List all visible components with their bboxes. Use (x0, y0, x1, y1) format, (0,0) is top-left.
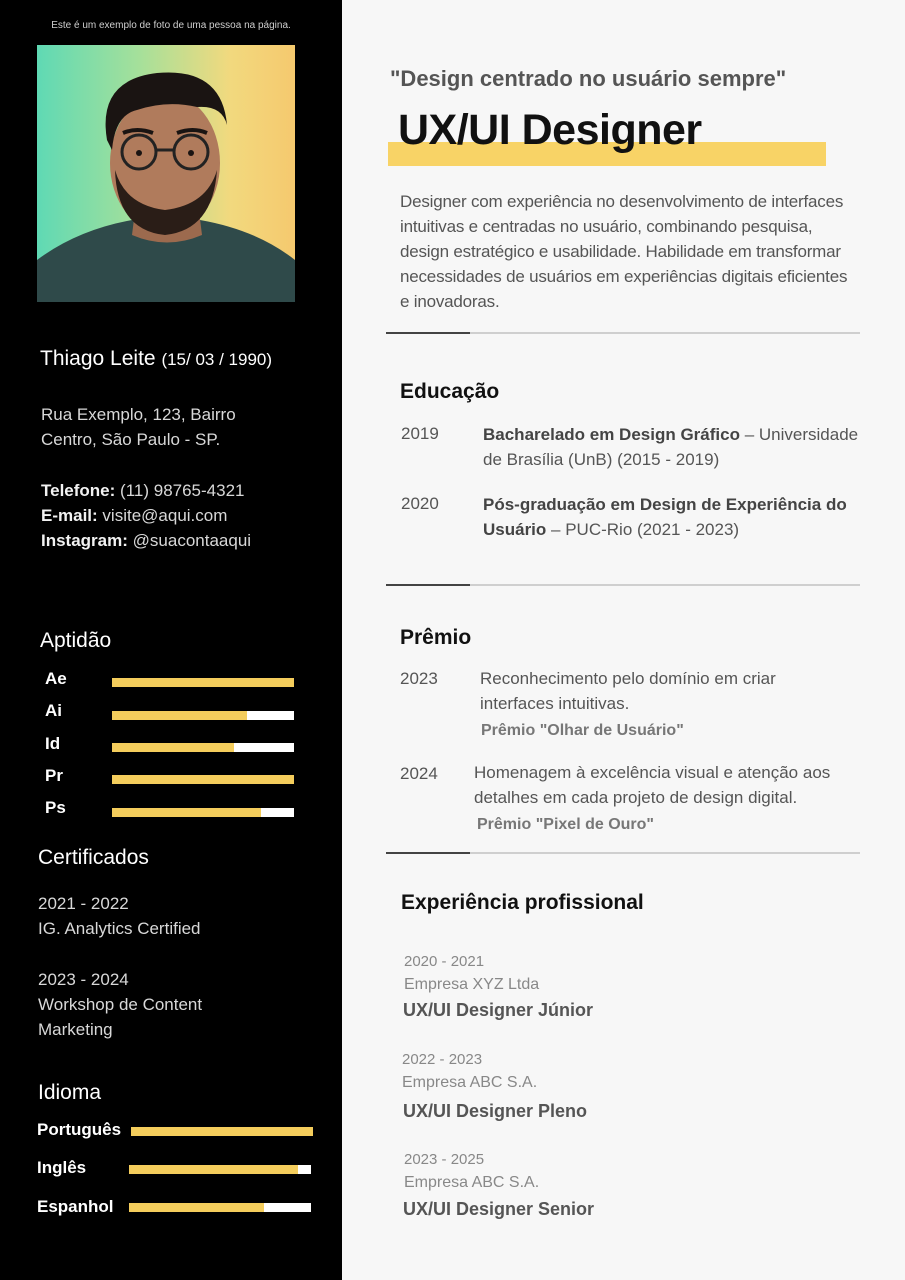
skill-bar (112, 808, 294, 817)
birth-date: (15/ 03 / 1990) (161, 350, 273, 369)
page-title: UX/UI Designer (398, 106, 702, 154)
profile-summary: Designer com experiência no desenvolvimento de interfaces intuitivas e centradas no usuário, combinando pesquisa, design estratégico e usabilidade. Habilidade em transformar necessidades de usuários em experiências digitais eficientes e inovadoras. (400, 192, 848, 311)
experience-role: UX/UI Designer Pleno (403, 1101, 588, 1121)
divider-accent (386, 584, 470, 586)
contact-value: visite@aqui.com (102, 506, 228, 525)
person-portrait-icon (37, 45, 295, 302)
education-degree: Pós-graduação em Design de Experiência do Usuário (483, 495, 847, 539)
language-label: Inglês (37, 1158, 87, 1177)
award-description: Homenagem à excelência visual e atenção aos detalhes em cada projeto de design digital. (474, 763, 831, 807)
sidebar (0, 0, 342, 1280)
education-entry (483, 422, 863, 472)
experience-period: 2022 - 2023 (402, 1051, 483, 1068)
skill-bar (112, 775, 294, 784)
skill-row (45, 701, 305, 721)
contact-label: Instagram: (41, 531, 128, 550)
skill-row (45, 766, 305, 786)
contact-phone (41, 478, 251, 503)
skill-bar-fill (112, 743, 234, 752)
language-bar (129, 1165, 311, 1174)
contact-label: E-mail: (41, 506, 98, 525)
divider-accent (386, 332, 470, 334)
skill-bar (112, 711, 294, 720)
skill-row (45, 734, 305, 754)
contact-instagram (41, 528, 251, 553)
language-label: Espanhol (37, 1197, 114, 1216)
award-description: Reconhecimento pelo domínio em criar interfaces intuitivas. (480, 669, 776, 713)
section-divider (386, 332, 860, 334)
contact-value: @suacontaaqui (132, 531, 252, 550)
address-line: Rua Exemplo, 123, Bairro (41, 405, 236, 424)
education-institution: – PUC-Rio (2021 - 2023) (551, 520, 740, 539)
address-line: Centro, São Paulo - SP. (41, 430, 221, 449)
language-bar-fill (129, 1203, 264, 1212)
photo-caption: Este é um exemplo de foto de uma pessoa na página. (51, 20, 291, 31)
profile-photo (37, 45, 295, 302)
skill-bar-fill (112, 808, 261, 817)
certificates-heading: Certificados (38, 846, 149, 869)
education-entry (483, 492, 853, 542)
experience-heading: Experiência profissional (401, 891, 644, 914)
education-year: 2020 (401, 494, 439, 513)
language-bar (131, 1127, 313, 1136)
skill-bar-fill (112, 678, 294, 687)
person-name-line (40, 347, 272, 371)
skill-label: Ae (45, 669, 67, 688)
award-year: 2024 (400, 764, 438, 783)
experience-company: Empresa ABC S.A. (402, 1074, 538, 1091)
award-year: 2023 (400, 669, 438, 688)
award-name: Prêmio "Olhar de Usuário" (481, 722, 684, 739)
skills-heading: Aptidão (40, 629, 112, 652)
education-heading: Educação (400, 380, 500, 403)
person-name: Thiago Leite (40, 347, 156, 370)
certificate-period: 2023 - 2024 (38, 970, 129, 989)
languages-heading: Idioma (38, 1081, 102, 1104)
certificate-item (38, 891, 298, 941)
certificate-title: Workshop de Content Marketing (38, 995, 203, 1039)
certificate-item (38, 967, 238, 1042)
experience-period: 2020 - 2021 (404, 953, 485, 970)
experience-period: 2023 - 2025 (404, 1151, 485, 1168)
language-label: Português (37, 1120, 122, 1139)
divider-accent (386, 852, 470, 854)
language-bar-fill (131, 1127, 313, 1136)
address (41, 402, 301, 452)
skill-bar-fill (112, 711, 247, 720)
contact-value: (11) 98765-4321 (120, 481, 245, 500)
contact-label: Telefone: (41, 481, 116, 500)
contact-email (41, 503, 251, 528)
certificate-title: IG. Analytics Certified (38, 919, 201, 938)
awards-heading: Prêmio (400, 626, 472, 649)
experience-role: UX/UI Designer Júnior (403, 1000, 594, 1020)
language-bar (129, 1203, 311, 1212)
education-year: 2019 (401, 424, 439, 443)
education-degree: Bacharelado em Design Gráfico (483, 425, 740, 444)
certificate-period: 2021 - 2022 (38, 894, 129, 913)
section-divider (386, 584, 860, 586)
skill-label: Ai (45, 701, 62, 720)
award-name: Prêmio "Pixel de Ouro" (477, 816, 654, 833)
skill-bar (112, 743, 294, 752)
skill-bar (112, 678, 294, 687)
education-institution: – Universidade de Brasília (UnB) (2015 - 2019) (483, 425, 859, 469)
language-bar-fill (129, 1165, 298, 1174)
skill-label: Ps (45, 798, 66, 817)
experience-company: Empresa ABC S.A. (404, 1174, 540, 1191)
quote: "Design centrado no usuário sempre" (390, 66, 787, 91)
section-divider (386, 852, 860, 854)
experience-role: UX/UI Designer Senior (403, 1199, 595, 1219)
contact-list (41, 478, 251, 553)
skill-label: Id (45, 734, 61, 753)
skill-bar-fill (112, 775, 294, 784)
experience-company: Empresa XYZ Ltda (404, 976, 540, 993)
skill-row (45, 798, 305, 818)
skill-row (45, 669, 305, 689)
skill-label: Pr (45, 766, 63, 785)
